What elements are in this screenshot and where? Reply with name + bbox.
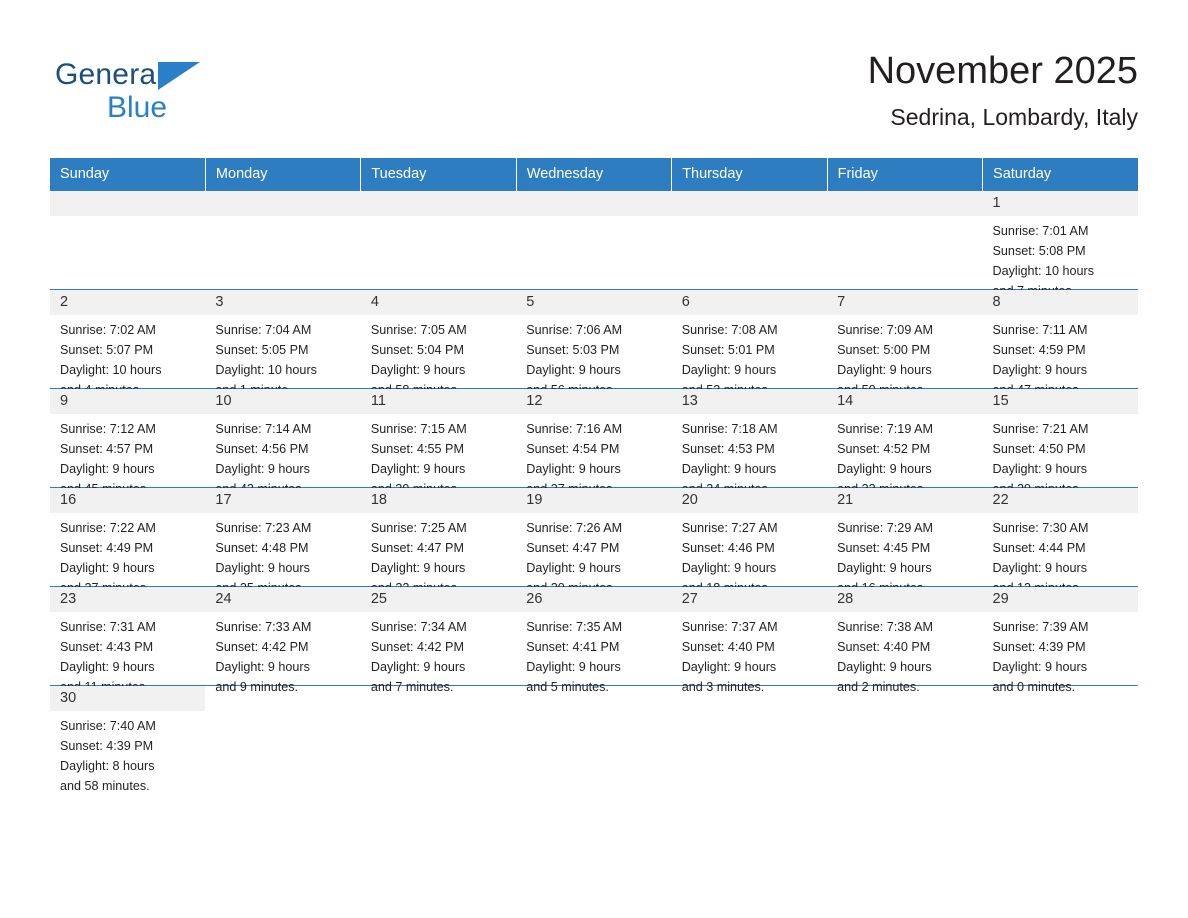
- day-info: [50, 513, 205, 598]
- weekday-header-row: [50, 158, 1138, 191]
- daylight-text-line1: Daylight: 9 hours: [837, 660, 932, 674]
- day-info: [50, 315, 205, 400]
- daylight-text-line2: and 2 minutes.: [837, 680, 920, 694]
- day-info: [827, 414, 982, 499]
- day-info: [672, 612, 827, 697]
- daylight-text-line2: and 7 minutes.: [370, 680, 454, 694]
- daylight-text-line1: Daylight: 10 hours: [992, 264, 1095, 278]
- calendar-week-row: [50, 686, 1138, 785]
- calendar-day-cell: [983, 191, 1138, 290]
- calendar-day-cell: [50, 488, 205, 587]
- sunrise-text: Sunrise: 7:15 AM: [370, 422, 467, 436]
- sunset-text: Sunset: 4:42 PM: [215, 640, 309, 654]
- sunrise-text: Sunrise: 7:31 AM: [60, 620, 156, 634]
- day-number: [827, 191, 982, 216]
- daylight-text-line1: Daylight: 9 hours: [370, 363, 466, 377]
- calendar-day-cell: [827, 389, 982, 488]
- day-info: [361, 513, 516, 598]
- daylight-text-line1: Daylight: 9 hours: [370, 561, 466, 575]
- sunset-text: Sunset: 4:48 PM: [215, 541, 309, 555]
- day-info: [361, 315, 516, 400]
- day-number: [672, 191, 827, 216]
- sunset-text: Sunset: 5:03 PM: [526, 343, 620, 357]
- day-number: [361, 191, 516, 216]
- sunrise-text: Sunrise: 7:19 AM: [837, 422, 934, 436]
- logo-text-general: General: [55, 58, 164, 91]
- calendar-day-cell-empty: [516, 686, 671, 785]
- day-number: 15: [983, 389, 1138, 414]
- sunset-text: Sunset: 4:53 PM: [681, 442, 775, 456]
- sunrise-text: Sunrise: 7:39 AM: [992, 620, 1089, 634]
- day-number: 7: [827, 290, 982, 315]
- sunrise-text: Sunrise: 7:23 AM: [215, 521, 312, 535]
- daylight-text-line1: Daylight: 9 hours: [526, 462, 621, 476]
- calendar-day-cell: [672, 587, 827, 694]
- calendar-day-cell: [827, 587, 982, 694]
- daylight-text-line1: Daylight: 8 hours: [60, 759, 155, 773]
- sunset-text: Sunset: 4:39 PM: [60, 739, 154, 753]
- sunset-text: Sunset: 5:04 PM: [370, 343, 464, 357]
- daylight-text-line1: Daylight: 9 hours: [992, 561, 1088, 575]
- day-info: [983, 216, 1138, 301]
- sunset-text: Sunset: 5:00 PM: [837, 343, 931, 357]
- daylight-text-line1: Daylight: 10 hours: [60, 363, 162, 377]
- day-info: [361, 414, 516, 499]
- sunset-text: Sunset: 4:40 PM: [681, 640, 775, 654]
- calendar-day-cell: [983, 587, 1138, 694]
- weekday-header-sunday: Sunday: [50, 158, 205, 191]
- calendar-day-cell: [205, 191, 360, 290]
- daylight-text-line1: Daylight: 9 hours: [681, 462, 777, 476]
- day-number: 6: [672, 290, 827, 315]
- day-number: [50, 191, 205, 216]
- sunset-text: Sunset: 4:57 PM: [60, 442, 154, 456]
- calendar-week-row: [50, 290, 1138, 389]
- daylight-text-line1: Daylight: 9 hours: [526, 660, 621, 674]
- sunset-text: Sunset: 4:43 PM: [60, 640, 154, 654]
- calendar-day-cell: [827, 191, 982, 290]
- day-number: [516, 191, 671, 216]
- calendar-day-cell: [827, 290, 982, 389]
- title-block: [438, 48, 1138, 132]
- day-number: 25: [361, 587, 516, 612]
- daylight-text-line1: Daylight: 9 hours: [60, 462, 155, 476]
- daylight-text-line1: Daylight: 9 hours: [837, 462, 932, 476]
- day-number: 16: [50, 488, 205, 513]
- weekday-header-wednesday: Wednesday: [516, 158, 671, 191]
- daylight-text-line1: Daylight: 9 hours: [837, 561, 932, 575]
- day-info: [983, 513, 1138, 598]
- day-info: [205, 612, 360, 697]
- sunset-text: Sunset: 4:55 PM: [370, 442, 464, 456]
- daylight-text-line1: Daylight: 9 hours: [526, 561, 621, 575]
- sunrise-text: Sunrise: 7:18 AM: [681, 422, 778, 436]
- day-info: [983, 315, 1138, 400]
- sunrise-text: Sunrise: 7:35 AM: [526, 620, 623, 634]
- sunrise-text: Sunrise: 7:27 AM: [681, 521, 778, 535]
- day-number: 20: [672, 488, 827, 513]
- daylight-text-line1: Daylight: 9 hours: [215, 660, 310, 674]
- day-info: [361, 612, 516, 697]
- day-number: 24: [205, 587, 360, 612]
- sunrise-text: Sunrise: 7:05 AM: [370, 323, 467, 337]
- day-info: [50, 612, 205, 697]
- day-number: 11: [361, 389, 516, 414]
- calendar-day-cell: [205, 488, 360, 587]
- day-number: 21: [827, 488, 982, 513]
- day-number: 4: [361, 290, 516, 315]
- daylight-text-line2: and 58 minutes.: [60, 779, 150, 793]
- day-number: 2: [50, 290, 205, 315]
- calendar-body: [50, 191, 1138, 793]
- sunset-text: Sunset: 4:40 PM: [837, 640, 931, 654]
- sunset-text: Sunset: 4:50 PM: [992, 442, 1086, 456]
- sunrise-text: Sunrise: 7:26 AM: [526, 521, 623, 535]
- sunset-text: Sunset: 4:47 PM: [370, 541, 464, 555]
- calendar-day-cell: [361, 290, 516, 389]
- calendar-day-cell: [672, 191, 827, 290]
- calendar-day-cell: [361, 389, 516, 488]
- logo-flag-icon: [158, 62, 200, 90]
- sunrise-text: Sunrise: 7:06 AM: [526, 323, 623, 337]
- sunset-text: Sunset: 5:05 PM: [215, 343, 309, 357]
- daylight-text-line2: and 3 minutes.: [681, 680, 765, 694]
- sunrise-text: Sunrise: 7:04 AM: [215, 323, 312, 337]
- sunset-text: Sunset: 5:01 PM: [681, 343, 775, 357]
- daylight-text-line1: Daylight: 9 hours: [837, 363, 932, 377]
- calendar-day-cell: [983, 488, 1138, 587]
- day-number: 28: [827, 587, 982, 612]
- calendar-week-row: [50, 191, 1138, 290]
- sunrise-text: Sunrise: 7:09 AM: [837, 323, 934, 337]
- calendar-week-row: [50, 389, 1138, 488]
- sunrise-text: Sunrise: 7:11 AM: [992, 323, 1088, 337]
- day-info: [50, 711, 205, 796]
- sunrise-text: Sunrise: 7:16 AM: [526, 422, 623, 436]
- calendar-day-cell: [516, 488, 671, 587]
- daylight-text-line1: Daylight: 9 hours: [60, 660, 155, 674]
- day-info: [827, 513, 982, 598]
- calendar-day-cell: [672, 389, 827, 488]
- sunrise-text: Sunrise: 7:25 AM: [370, 521, 467, 535]
- day-info: [672, 513, 827, 598]
- day-info: [983, 414, 1138, 499]
- day-info: [205, 513, 360, 598]
- sunset-text: Sunset: 4:45 PM: [837, 541, 931, 555]
- day-info: [672, 414, 827, 499]
- sunrise-text: Sunrise: 7:22 AM: [60, 521, 156, 535]
- calendar-day-cell-empty: [983, 686, 1138, 785]
- day-info: [205, 315, 360, 400]
- day-number: 29: [983, 587, 1138, 612]
- sunrise-text: Sunrise: 7:01 AM: [992, 224, 1089, 238]
- daylight-text-line1: Daylight: 9 hours: [60, 561, 155, 575]
- calendar-day-cell: [983, 389, 1138, 488]
- calendar-day-cell: [50, 191, 205, 290]
- day-info: [672, 315, 827, 400]
- daylight-text-line1: Daylight: 9 hours: [992, 660, 1088, 674]
- daylight-text-line1: Daylight: 9 hours: [215, 561, 310, 575]
- day-number: 8: [983, 290, 1138, 315]
- daylight-text-line1: Daylight: 9 hours: [215, 462, 310, 476]
- day-number: 22: [983, 488, 1138, 513]
- calendar-day-cell: [983, 290, 1138, 389]
- calendar-day-cell: [516, 389, 671, 488]
- weekday-header-thursday: Thursday: [672, 158, 827, 191]
- sunrise-sunset-calendar: [50, 158, 1138, 793]
- sunset-text: Sunset: 4:52 PM: [837, 442, 931, 456]
- calendar-day-cell: [516, 191, 671, 290]
- daylight-text-line1: Daylight: 9 hours: [681, 363, 777, 377]
- sunrise-text: Sunrise: 7:33 AM: [215, 620, 312, 634]
- calendar-day-cell: [672, 290, 827, 389]
- daylight-text-line1: Daylight: 10 hours: [215, 363, 317, 377]
- sunset-text: Sunset: 4:42 PM: [370, 640, 464, 654]
- calendar-day-cell: [50, 686, 205, 793]
- location-subtitle: Sedrina, Lombardy, Italy: [890, 104, 1138, 130]
- page-header: [50, 48, 1138, 153]
- day-number: 27: [672, 587, 827, 612]
- sunset-text: Sunset: 4:46 PM: [681, 541, 775, 555]
- sunset-text: Sunset: 5:08 PM: [992, 244, 1086, 258]
- sunset-text: Sunset: 4:47 PM: [526, 541, 620, 555]
- sunrise-text: Sunrise: 7:08 AM: [681, 323, 778, 337]
- daylight-text-line1: Daylight: 9 hours: [681, 660, 777, 674]
- weekday-header-monday: Monday: [205, 158, 360, 191]
- daylight-text-line1: Daylight: 9 hours: [681, 561, 777, 575]
- calendar-day-cell: [827, 488, 982, 587]
- logo-text-blue: Blue: [107, 91, 168, 124]
- sunrise-text: Sunrise: 7:29 AM: [837, 521, 934, 535]
- sunrise-text: Sunrise: 7:30 AM: [992, 521, 1089, 535]
- day-number: 5: [516, 290, 671, 315]
- sunrise-text: Sunrise: 7:34 AM: [370, 620, 467, 634]
- calendar-day-cell: [361, 191, 516, 290]
- day-number: 19: [516, 488, 671, 513]
- calendar-day-cell: [361, 488, 516, 587]
- sunset-text: Sunset: 4:41 PM: [526, 640, 620, 654]
- sunset-text: Sunset: 4:56 PM: [215, 442, 309, 456]
- sunrise-text: Sunrise: 7:37 AM: [681, 620, 778, 634]
- daylight-text-line1: Daylight: 9 hours: [526, 363, 621, 377]
- calendar-day-cell-empty: [672, 686, 827, 785]
- sunrise-text: Sunrise: 7:02 AM: [60, 323, 156, 337]
- day-number: 1: [983, 191, 1138, 216]
- day-number: 30: [50, 686, 205, 711]
- daylight-text-line1: Daylight: 9 hours: [370, 462, 466, 476]
- calendar-week-row: [50, 488, 1138, 587]
- day-info: [983, 612, 1138, 697]
- weekday-header-tuesday: Tuesday: [361, 158, 516, 191]
- day-number: 17: [205, 488, 360, 513]
- daylight-text-line2: and 0 minutes.: [992, 680, 1076, 694]
- day-info: [516, 315, 671, 400]
- day-info: [205, 414, 360, 499]
- day-number: 26: [516, 587, 671, 612]
- calendar-day-cell: [672, 488, 827, 587]
- daylight-text-line2: and 5 minutes.: [526, 680, 609, 694]
- day-info: [827, 315, 982, 400]
- day-number: 10: [205, 389, 360, 414]
- weekday-header-friday: Friday: [827, 158, 982, 191]
- day-number: 9: [50, 389, 205, 414]
- calendar-day-cell-empty: [827, 686, 982, 785]
- day-number: 14: [827, 389, 982, 414]
- calendar-day-cell: [516, 587, 671, 694]
- day-info: [516, 513, 671, 598]
- sunset-text: Sunset: 5:07 PM: [60, 343, 154, 357]
- sunrise-text: Sunrise: 7:21 AM: [992, 422, 1089, 436]
- daylight-text-line1: Daylight: 9 hours: [370, 660, 466, 674]
- calendar-day-cell: [50, 587, 205, 686]
- daylight-text-line1: Daylight: 9 hours: [992, 462, 1088, 476]
- day-number: 3: [205, 290, 360, 315]
- calendar-day-cell: [50, 290, 205, 389]
- calendar-day-cell: [205, 290, 360, 389]
- sunset-text: Sunset: 4:49 PM: [60, 541, 154, 555]
- page-title: November 2025: [867, 50, 1138, 92]
- day-info: [516, 612, 671, 697]
- calendar-day-cell-empty: [205, 686, 360, 785]
- calendar-day-cell: [516, 290, 671, 389]
- day-number: 18: [361, 488, 516, 513]
- calendar-day-cell-empty: [361, 686, 516, 785]
- day-info: [516, 414, 671, 499]
- sunrise-text: Sunrise: 7:14 AM: [215, 422, 312, 436]
- day-info: [827, 612, 982, 697]
- general-blue-logo: [55, 58, 255, 128]
- calendar-day-cell: [50, 389, 205, 488]
- sunset-text: Sunset: 4:44 PM: [992, 541, 1086, 555]
- sunset-text: Sunset: 4:59 PM: [992, 343, 1086, 357]
- calendar-day-cell: [361, 587, 516, 694]
- sunset-text: Sunset: 4:54 PM: [526, 442, 620, 456]
- weekday-header-saturday: Saturday: [983, 158, 1138, 191]
- sunrise-text: Sunrise: 7:38 AM: [837, 620, 934, 634]
- day-number: 23: [50, 587, 205, 612]
- calendar-day-cell: [205, 389, 360, 488]
- daylight-text-line2: and 9 minutes.: [215, 680, 299, 694]
- sunrise-text: Sunrise: 7:12 AM: [60, 422, 156, 436]
- day-number: [205, 191, 360, 216]
- calendar-week-row: [50, 587, 1138, 686]
- calendar-day-cell: [205, 587, 360, 694]
- day-info: [50, 414, 205, 499]
- daylight-text-line1: Daylight: 9 hours: [992, 363, 1088, 377]
- sunrise-text: Sunrise: 7:40 AM: [60, 719, 156, 733]
- day-number: 13: [672, 389, 827, 414]
- sunset-text: Sunset: 4:39 PM: [992, 640, 1086, 654]
- day-number: 12: [516, 389, 671, 414]
